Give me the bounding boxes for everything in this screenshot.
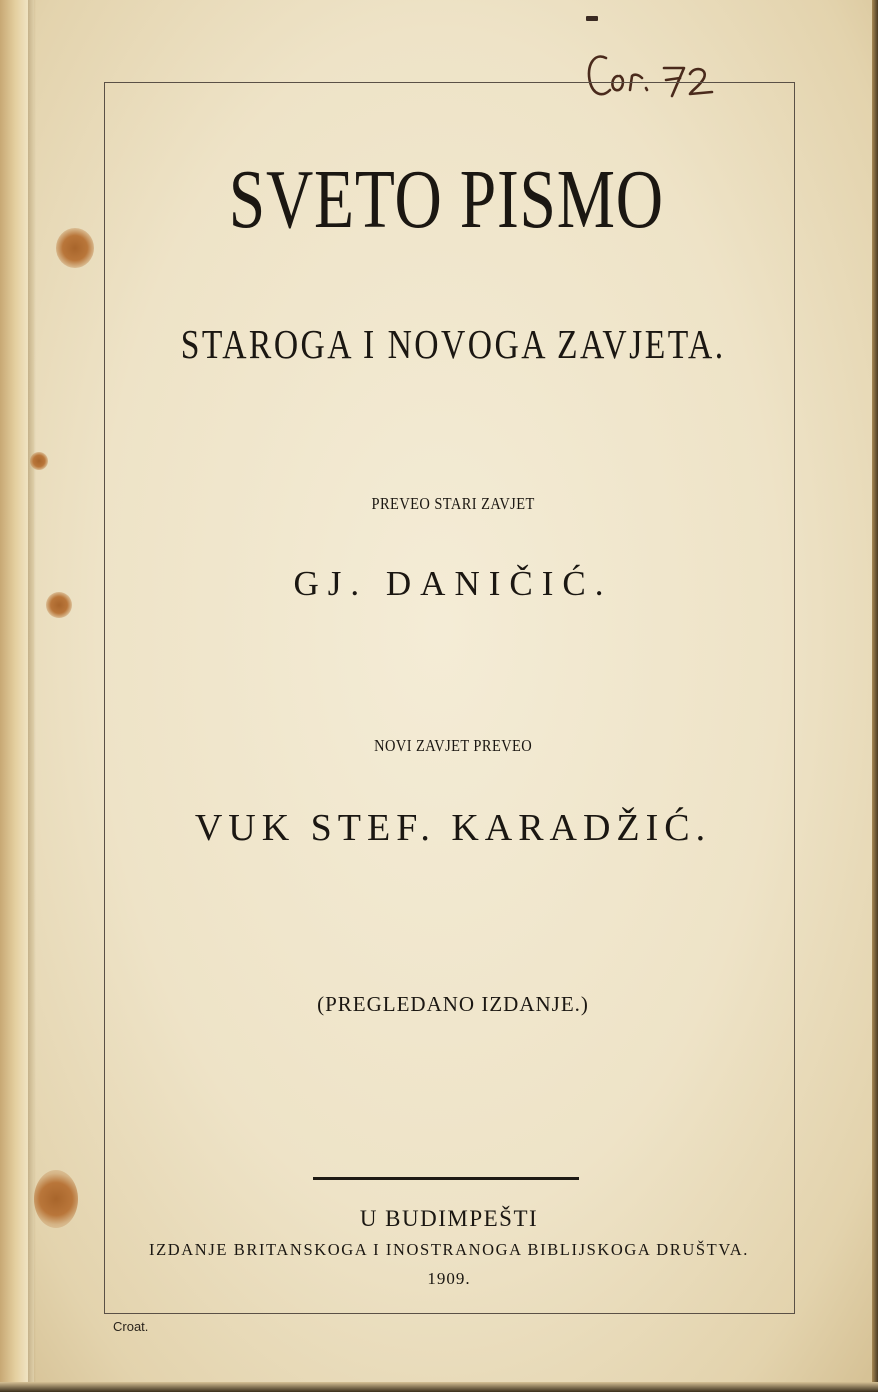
- new-testament-translator: VUK STEF. KARADŽIĆ.: [194, 807, 712, 849]
- imprint-city: U BUDIMPEŠTI: [359, 1206, 539, 1231]
- page-edge-bottom: [0, 1382, 878, 1392]
- binding-shadow: [28, 0, 36, 1392]
- imprint-publisher: IZDANJE BRITANSKOGA I INOSTRANOGA BIBLIJSKOGA DRUŠTVA.: [149, 1240, 749, 1259]
- divider-rule: [313, 1177, 579, 1180]
- book-subtitle: STAROGA I NOVOGA ZAVJETA.: [180, 321, 726, 367]
- new-testament-label: NOVI ZAVJET PREVEO: [374, 736, 533, 755]
- page-edge-right: [872, 0, 878, 1392]
- old-testament-label: PREVEO STARI ZAVJET: [371, 494, 535, 513]
- edition-note: (PREGLEDANO IZDANJE.): [317, 992, 589, 1016]
- foxing-stain: [30, 452, 48, 470]
- foxing-stain: [56, 228, 94, 268]
- old-testament-translator: GJ. DANIČIĆ.: [293, 564, 613, 603]
- shelf-mark: Croat.: [113, 1319, 149, 1334]
- book-title: SVETO PISMO: [228, 153, 664, 246]
- imprint-year: 1909.: [427, 1269, 471, 1288]
- page-frame: [104, 82, 795, 1314]
- ink-mark: [586, 16, 598, 21]
